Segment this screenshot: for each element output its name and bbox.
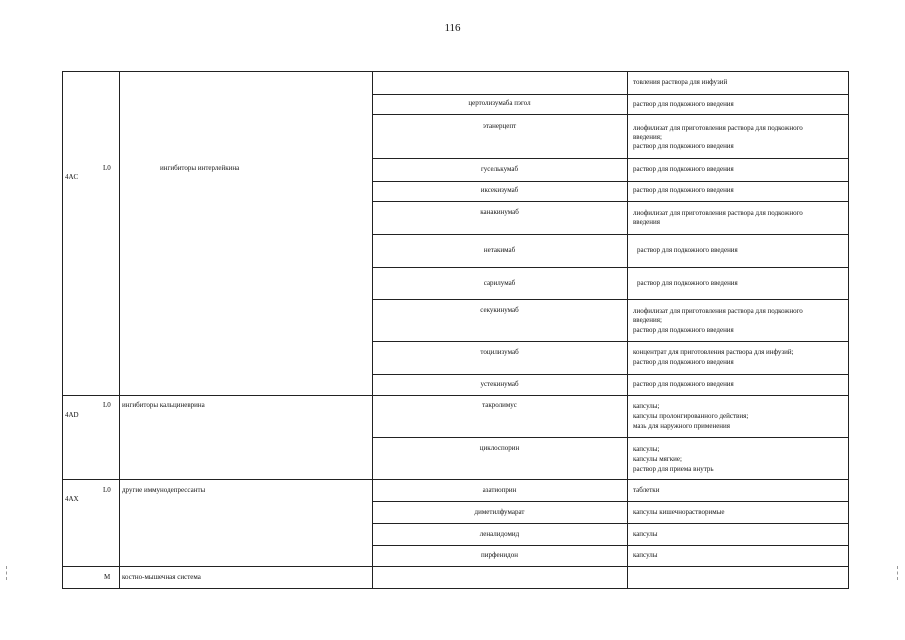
drug-name: такролимус (482, 401, 517, 409)
drug-name: гуселькумаб (480, 165, 519, 173)
dosage-form: капсулы; (633, 402, 660, 410)
drug-name: секукинумаб (480, 306, 519, 314)
group-name: другие иммунодепрессанты (122, 486, 206, 494)
row-separator (372, 234, 848, 235)
scan-edge-mark (6, 566, 8, 580)
dosage-form: раствор для подкожного введения (633, 165, 734, 173)
group-level: L0 (103, 486, 111, 494)
dosage-form: таблетки (633, 486, 660, 494)
group-separator (62, 479, 848, 480)
row-separator (372, 341, 848, 342)
group-level: M (104, 573, 111, 581)
row-separator (372, 267, 848, 268)
column-divider-code (119, 71, 120, 589)
dosage-form: раствор для подкожного введения (637, 279, 738, 287)
row-separator (372, 299, 848, 300)
group-code: 4AC (65, 173, 79, 181)
drug-name: иксекизумаб (480, 186, 519, 194)
scan-edge-mark (897, 566, 899, 580)
dosage-form: раствор для подкожного введения (633, 358, 734, 366)
dosage-form: капсулы пролонгированного действия; (633, 412, 749, 420)
drug-name: цертолизумаба пэгол (468, 99, 531, 107)
dosage-form: введения; (633, 133, 662, 141)
drug-name: циклоспорин (479, 444, 520, 452)
row-separator (372, 545, 848, 546)
row-separator (372, 523, 848, 524)
group-code: 4AX (65, 495, 79, 503)
dosage-form: капсулы мягкие; (633, 455, 682, 463)
group-level: L0 (103, 164, 111, 172)
row-separator (372, 94, 848, 95)
group-code: 4AD (65, 411, 79, 419)
group-separator (62, 566, 848, 567)
group-name: ингибиторы кальциневрина (122, 401, 205, 409)
group-separator (62, 395, 848, 396)
drug-name: сарилумаб (483, 279, 516, 287)
dosage-form: концентрат для приготовления раствора для инфузий; (633, 348, 794, 356)
page-number: 116 (444, 22, 461, 34)
dosage-form: раствор для подкожного введения (633, 326, 734, 334)
group-name: ингибиторы интерлейкина (160, 164, 240, 172)
dosage-form: раствор для подкожного введения (633, 186, 734, 194)
row-separator (372, 501, 848, 502)
dosage-form: капсулы; (633, 445, 660, 453)
dosage-form: товления раствора для инфузий (633, 78, 728, 86)
dosage-form: раствор для подкожного введения (633, 100, 734, 108)
dosage-form: введения; (633, 316, 662, 324)
dosage-form: раствор для приема внутрь (633, 465, 714, 473)
drug-name: диметилфумарат (474, 508, 525, 516)
drug-name: пирфенидон (481, 551, 518, 559)
dosage-form: лиофилизат для приготовления раствора для подкожного (633, 209, 803, 217)
drug-name: этанерцепт (482, 122, 517, 130)
drug-name: тоцилизумаб (480, 348, 519, 356)
dosage-form: лиофилизат для приготовления раствора для подкожного (633, 307, 803, 315)
drug-name: устекинумаб (480, 380, 519, 388)
drug-name: азатиоприн (482, 486, 517, 494)
table-border-top (62, 71, 848, 72)
row-separator (372, 374, 848, 375)
row-separator (372, 114, 848, 115)
dosage-form: введения (633, 218, 660, 226)
group-name: костно-мышечная система (122, 573, 201, 581)
drug-name: нетакимаб (483, 246, 516, 254)
drug-name: леналидомид (479, 530, 520, 538)
dosage-form: мазь для наружного применения (633, 422, 731, 430)
row-separator (372, 158, 848, 159)
dosage-form: лиофилизат для приготовления раствора для подкожного (633, 124, 803, 132)
row-separator (372, 181, 848, 182)
table-border-bottom (62, 588, 848, 589)
row-separator (372, 437, 848, 438)
dosage-form: раствор для подкожного введения (633, 142, 734, 150)
dosage-form: капсулы (633, 551, 658, 559)
group-level: L0 (103, 401, 111, 409)
dosage-form: раствор для подкожного введения (637, 246, 738, 254)
row-separator (372, 201, 848, 202)
dosage-form: раствор для подкожного введения (633, 380, 734, 388)
drug-name: канакинумаб (480, 208, 519, 216)
dosage-form: капсулы кишечнорастворимые (633, 508, 725, 516)
column-divider-drug (627, 71, 628, 589)
table-border-right (848, 71, 849, 589)
dosage-form: капсулы (633, 530, 658, 538)
table-border-left (62, 71, 63, 589)
